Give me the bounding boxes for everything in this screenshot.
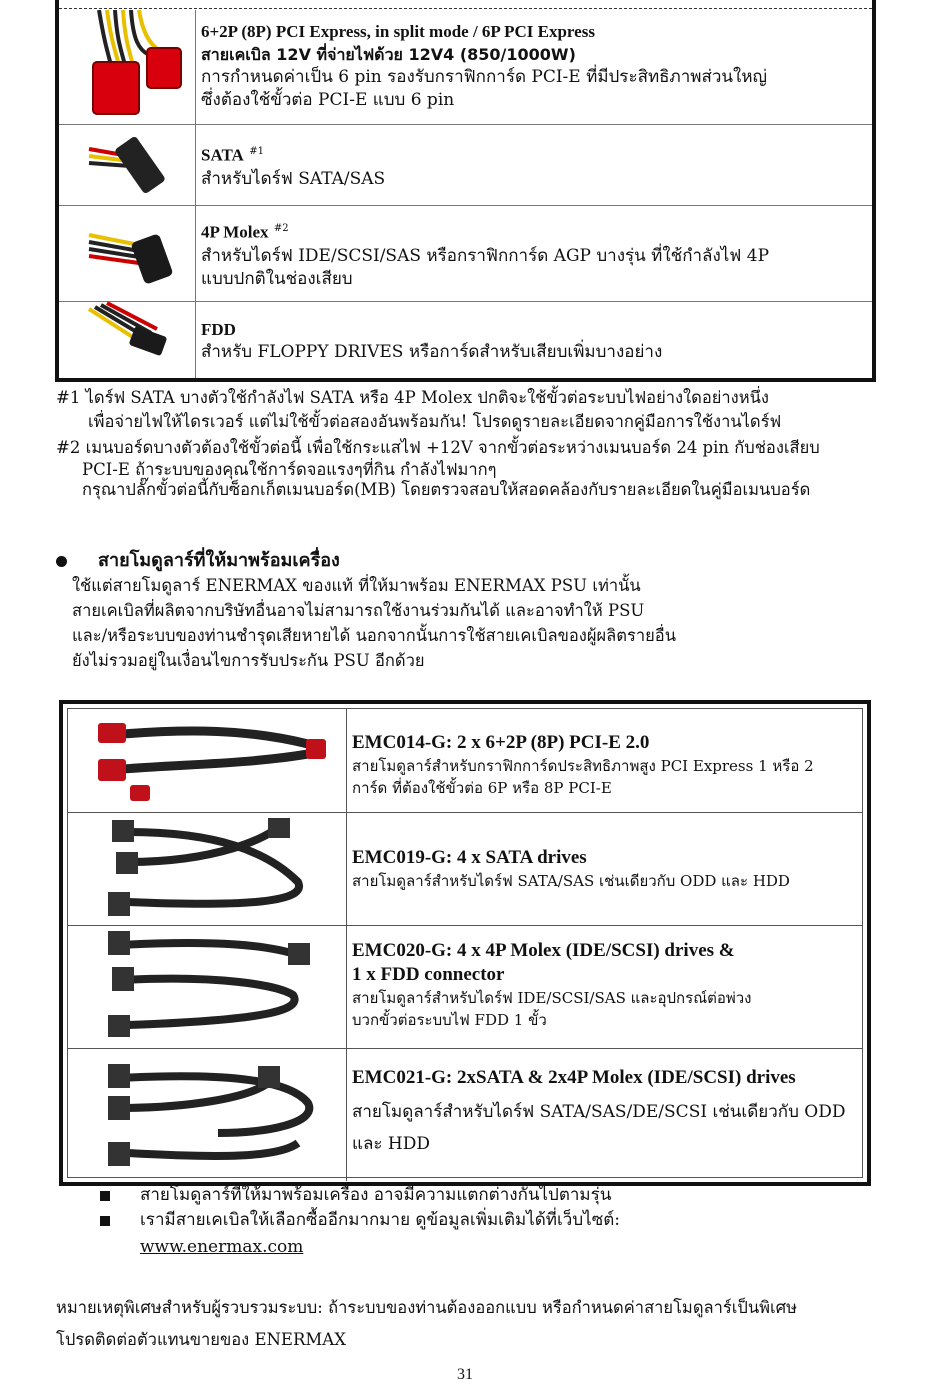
fdd-line2: สำหรับ FLOPPY DRIVES หรือการ์ดสำหรับเสียบเพิ่มบางอย่าง: [201, 342, 663, 362]
emc020-desc-2: บวกขั้วต่อระบบไฟ FDD 1 ขั้ว: [352, 1011, 547, 1029]
emc020-cable-image: [68, 925, 347, 1048]
molex-line3: แบบปกติในช่องเสียบ: [201, 268, 353, 289]
sata-sup: #1: [249, 146, 264, 157]
pcie-line2: สายเคเบิล 12V ที่จ่ายไฟด้วย 12V4 (850/1000W): [201, 45, 576, 64]
section-line-1: ใช้แต่สายโมดูลาร์ ENERMAX ของแท้ ที่ให้มาพร้อม ENERMAX PSU เท่านั้น: [72, 576, 641, 595]
pcie-connector-image: [59, 10, 196, 124]
emc020-desc-1: สายโมดูลาร์สำหรับไดร์ฟ IDE/SCSI/SAS และอุปกรณ์ต่อพ่วง: [352, 989, 752, 1007]
connector-row-molex: [59, 205, 872, 302]
module-row-emc020: [68, 925, 862, 1049]
molex-connector-image: [59, 205, 196, 301]
fdd-title: FDD: [201, 320, 236, 339]
emc019-cable-image: [68, 812, 347, 925]
emc020-title: EMC020-G: 4 x 4P Molex (IDE/SCSI) drives &: [352, 940, 735, 961]
emc021-title: EMC021-G: 2xSATA & 2x4P Molex (IDE/SCSI) drives: [352, 1067, 796, 1088]
section-line-2: สายเคเบิลที่ผลิตจากบริษัทอื่นอาจไม่สามารถใช้งานร่วมกันได้ และอาจทำให้ PSU: [72, 601, 645, 620]
website-link[interactable]: www.enermax.com: [140, 1237, 304, 1257]
emc020-title-2: 1 x FDD connector: [352, 964, 505, 985]
molex-sup: #2: [273, 223, 289, 234]
remark-line-2: โปรดติดต่อตัวแทนขายของ ENERMAX: [56, 1330, 346, 1349]
bullet-dot-icon: [56, 556, 67, 567]
module-row-emc014: [68, 709, 862, 813]
pcie-line4: ซึ่งต้องใช้ขั้วต่อ PCI-E แบบ 6 pin: [201, 90, 455, 110]
emc019-desc-1: สายโมดูลาร์สำหรับไดร์ฟ SATA/SAS เช่นเดียวกับ ODD และ HDD: [352, 872, 790, 890]
note-1: สายโมดูลาร์ที่ให้มาพร้อมเครื่อง อาจมีความแตกต่างกันไปตามรุ่น: [140, 1185, 612, 1205]
connector-row-fdd: [59, 301, 872, 378]
emc021-desc-2: และ HDD: [352, 1134, 430, 1154]
footnote-2-line3: กรุณาปลั๊กขั้วต่อนี้กับซ็อกเก็ตเมนบอร์ด(MB) โดยตรวจสอบให้สอดคล้องกับรายละเอียดในคู่มือเมนบอร์ด: [82, 480, 811, 499]
modular-cable-table: [59, 700, 871, 1186]
sata-connector-image: [59, 124, 196, 205]
module-row-emc021: [68, 1048, 862, 1181]
emc021-desc-1: สายโมดูลาร์สำหรับไดร์ฟ SATA/SAS/DE/SCSI เช่นเดียวกับ ODD: [352, 1102, 846, 1122]
note-bullet-icon: [100, 1191, 110, 1201]
emc014-desc-1: สายโมดูลาร์สำหรับกราฟิกการ์ดประสิทธิภาพสูง PCI Express 1 หรือ 2: [352, 757, 814, 775]
sata-line2: สำหรับไดร์ฟ SATA/SAS: [201, 168, 386, 189]
emc014-title: EMC014-G: 2 x 6+2P (8P) PCI-E 2.0: [352, 732, 650, 753]
footnote-2-line2: PCI-E ถ้าระบบของคุณใช้การ์ดจอแรงๆที่กิน กำลังไฟมากๆ: [82, 460, 497, 479]
section-line-4: ยังไม่รวมอยู่ในเงื่อนไขการรับประกัน PSU อีกด้วย: [72, 651, 425, 670]
emc021-cable-image: [68, 1048, 347, 1181]
section-heading: สายโมดูลาร์ที่ให้มาพร้อมเครื่อง: [98, 550, 340, 571]
connector-table: [55, 0, 876, 382]
dashed-separator: [59, 8, 872, 9]
note-2: เรามีสายเคเบิลให้เลือกซื้ออีกมากมาย ดูข้อมูลเพิ่มเติมได้ที่เว็บไซต์:: [140, 1210, 621, 1230]
fdd-connector-image: [59, 301, 196, 378]
note-bullet-icon: [100, 1216, 110, 1226]
sata-title: SATA: [201, 145, 244, 165]
footnote-2-line1: #2 เมนบอร์ดบางตัวต้องใช้ขั้วต่อนี้ เพื่อใช้กระแสไฟ +12V จากขั้วต่อระหว่างเมนบอร์ด 24 pin กับช่องเสียบ: [56, 438, 820, 457]
connector-row-pcie: [59, 10, 872, 125]
emc014-cable-image: [68, 709, 347, 812]
molex-line2: สำหรับไดร์ฟ IDE/SCSI/SAS หรือกราฟิกการ์ด AGP บางรุ่น ที่ใช้กำลังไฟ 4P: [201, 245, 770, 266]
connector-row-sata: [59, 124, 872, 206]
emc014-desc-2: การ์ด ที่ต้องใช้ขั้วต่อ 6P หรือ 8P PCI-E: [352, 779, 612, 797]
emc019-title: EMC019-G: 4 x SATA drives: [352, 847, 587, 868]
page-number: 31: [457, 1366, 473, 1383]
molex-title: 4P Molex: [201, 222, 269, 242]
pcie-line3: การกำหนดค่าเป็น 6 pin รองรับกราฟิกการ์ด PCI-E ที่มีประสิทธิภาพส่วนใหญ่: [201, 67, 768, 87]
module-row-emc019: [68, 812, 862, 926]
footnote-1-line2: เพื่อจ่ายไฟให้ไดรเวอร์ แต่ไม่ใช้ขั้วต่อสองอันพร้อมกัน! โปรดดูรายละเอียดจากคู่มือการใช้งานไดร์ฟ: [88, 412, 782, 431]
footnote-1-line1: #1 ไดร์ฟ SATA บางตัวใช้กำลังไฟ SATA หรือ 4P Molex ปกติจะใช้ขั้วต่อระบบไฟอย่างใดอย่างหนึ่ง: [56, 388, 769, 407]
remark-line-1: หมายเหตุพิเศษสำหรับผู้รวบรวมระบบ: ถ้าระบบของท่านต้องออกแบบ หรือกำหนดค่าสายโมดูลาร์เป็นพิเศษ: [56, 1298, 798, 1317]
section-line-3: และ/หรือระบบของท่านชำรุดเสียหายได้ นอกจากนั้นการใช้สายเคเบิลของผู้ผลิตรายอื่น: [72, 626, 676, 645]
pcie-title: 6+2P (8P) PCI Express, in split mode / 6P PCI Express: [201, 22, 595, 41]
